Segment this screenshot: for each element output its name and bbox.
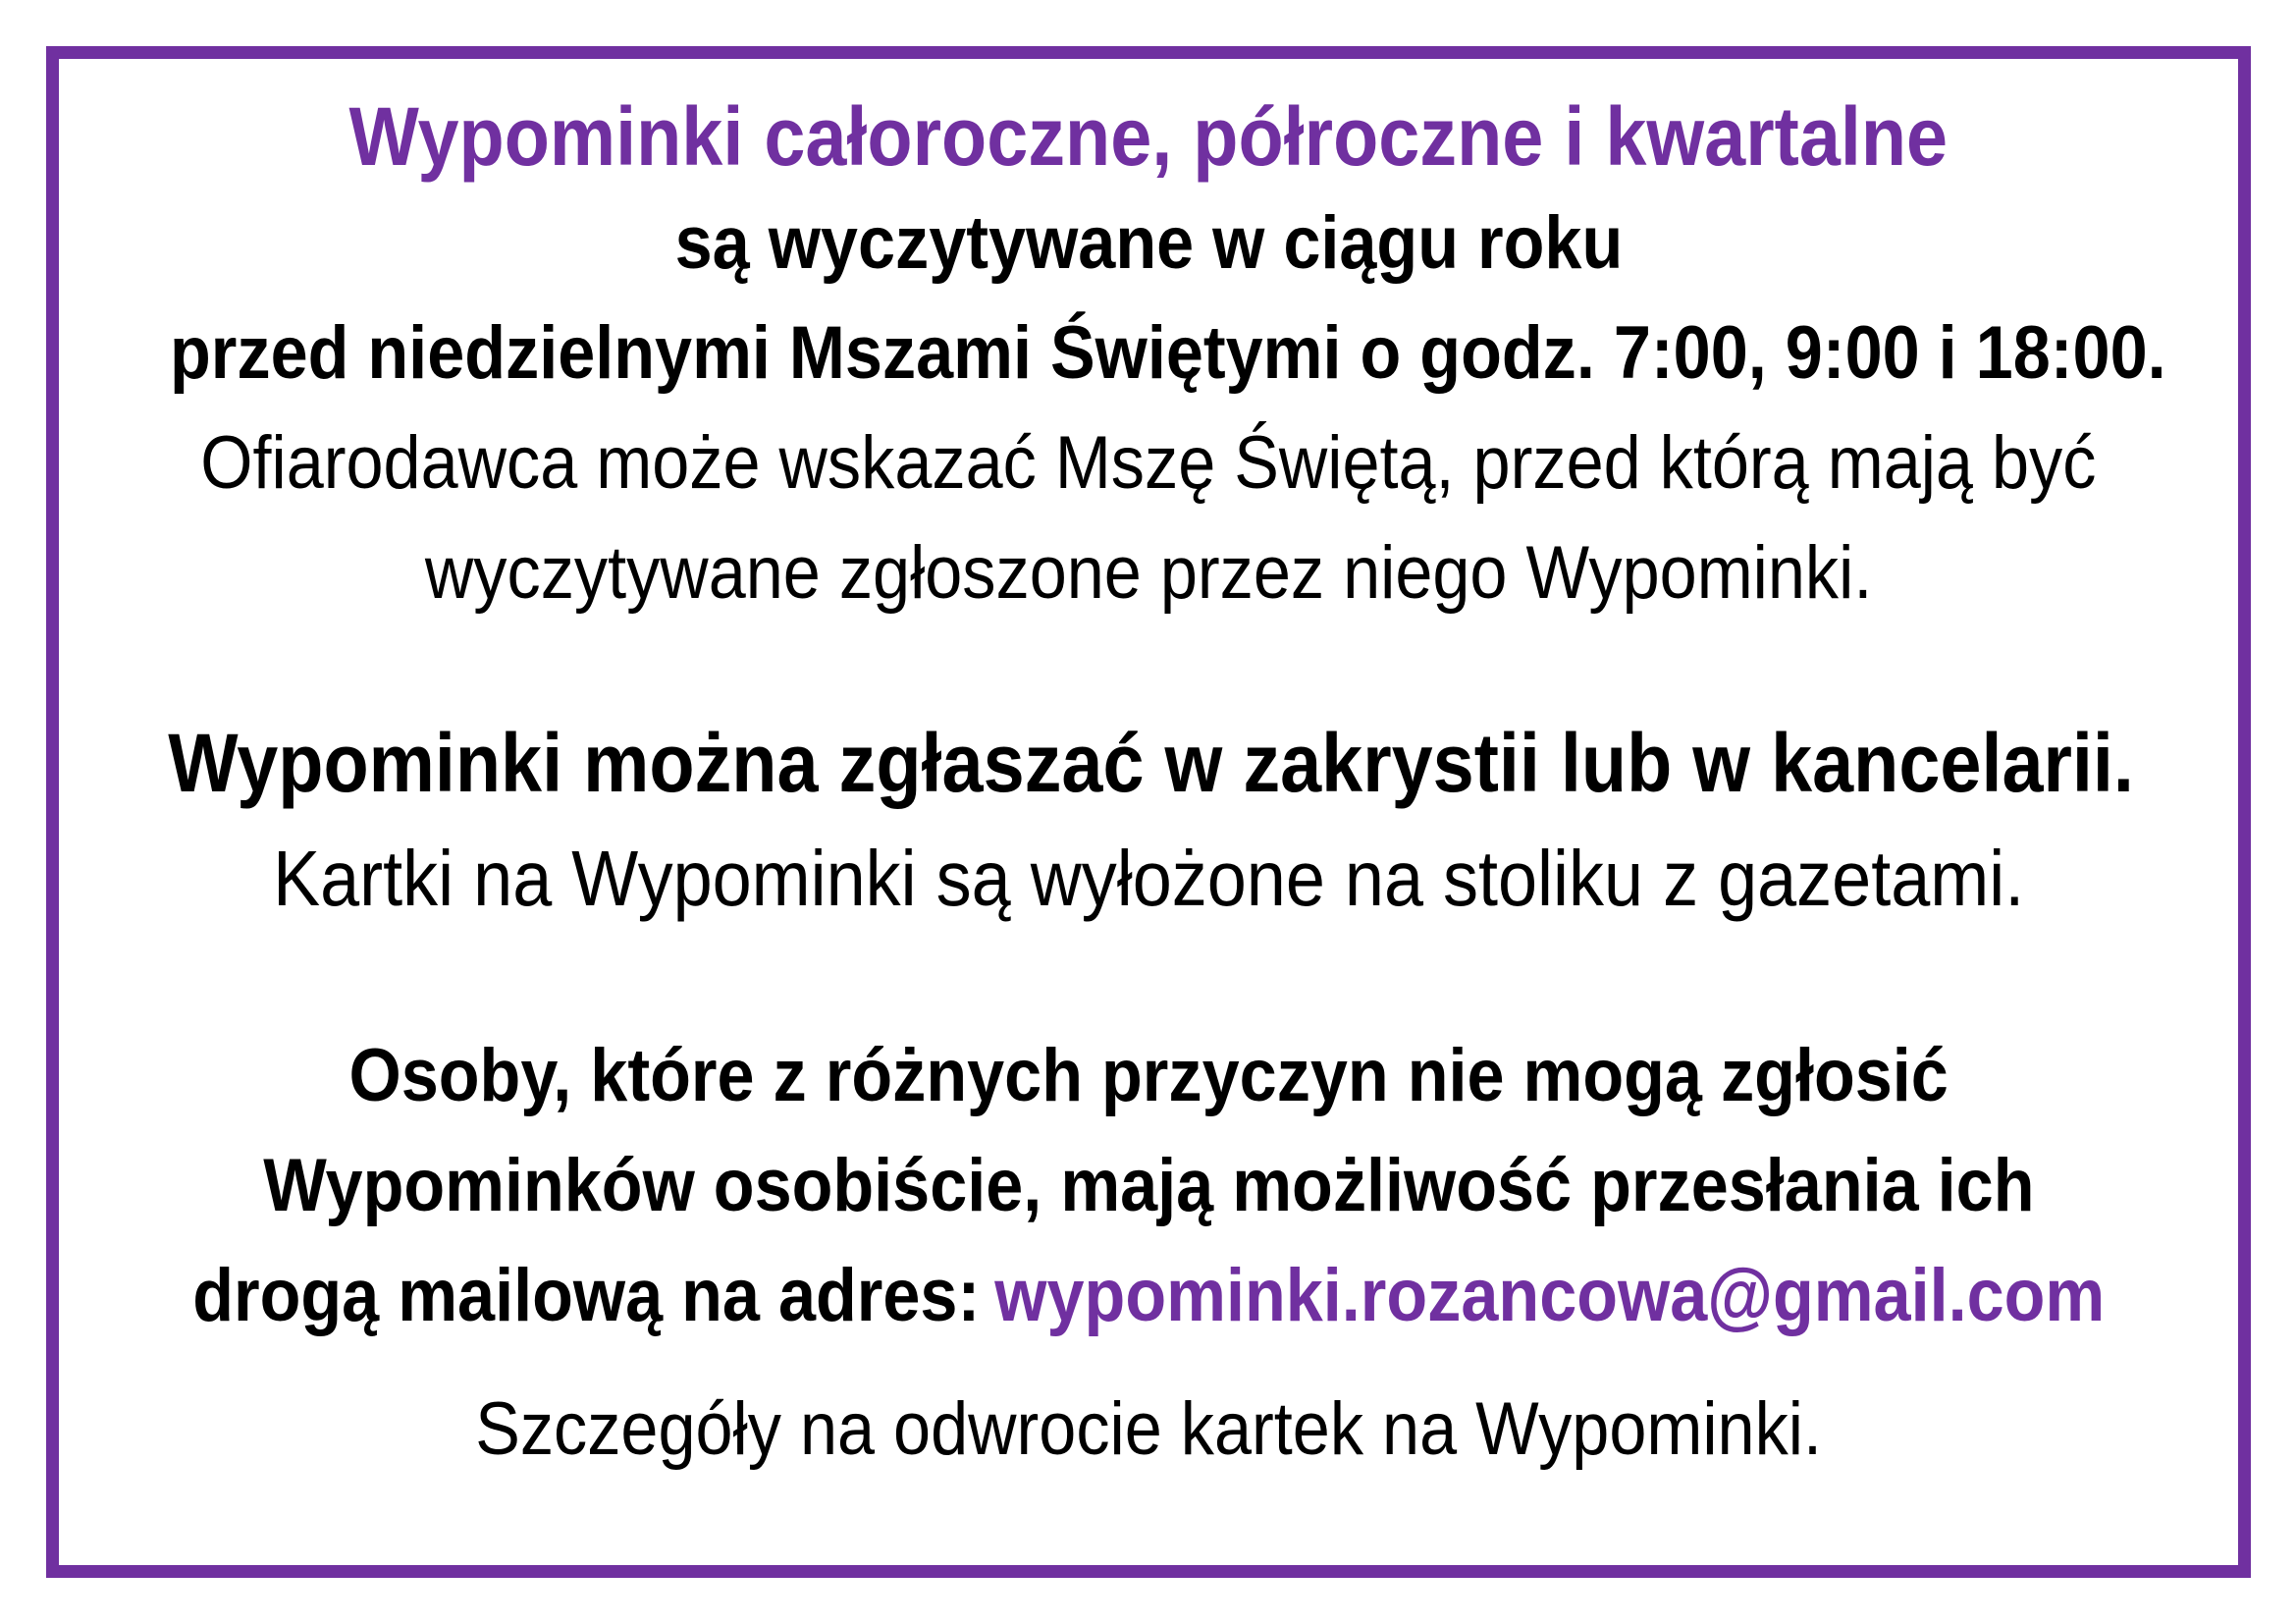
poster-title-text: Wypominki całoroczne, półroczne i kwartalne bbox=[348, 90, 1949, 183]
email-address: wypominki.rozancowa@gmail.com bbox=[994, 1254, 2106, 1337]
intro-line-2: przed niedzielnymi Mszami Świętymi o godz. 7:00, 9:00 i 18:00. bbox=[169, 311, 2166, 395]
middle-section bbox=[59, 705, 2238, 937]
middle-line-2: Kartki na Wypominki są wyłożone na stoliku z gazetami. bbox=[272, 835, 2025, 922]
intro-line-4: wyczytywane zgłoszone przez niego Wypominki. bbox=[424, 531, 1873, 615]
mail-line-2: Wypominków osobiście, mają możliwość przesłania ich bbox=[262, 1144, 2035, 1227]
poster-title bbox=[59, 84, 2238, 189]
middle-line-1: Wypominki można zgłaszać w zakrystii lub w kancelarii. bbox=[168, 717, 2134, 809]
announcement-poster bbox=[46, 46, 2251, 1578]
mail-address-line bbox=[59, 1241, 2238, 1351]
mail-address-prefix: drogą mailową na adres: bbox=[191, 1254, 981, 1337]
intro-line-3: Ofiarodawca może wskazać Mszę Świętą, przed którą mają być bbox=[200, 421, 2097, 505]
footer-line: Szczegóły na odwrocie kartek na Wypominki. bbox=[475, 1387, 1822, 1471]
intro-line-1: są wyczytywane w ciągu roku bbox=[674, 201, 1623, 285]
mail-section bbox=[59, 1021, 2238, 1351]
mail-line-1: Osoby, które z różnych przyczyn nie mogą zgłosić bbox=[348, 1034, 1949, 1117]
